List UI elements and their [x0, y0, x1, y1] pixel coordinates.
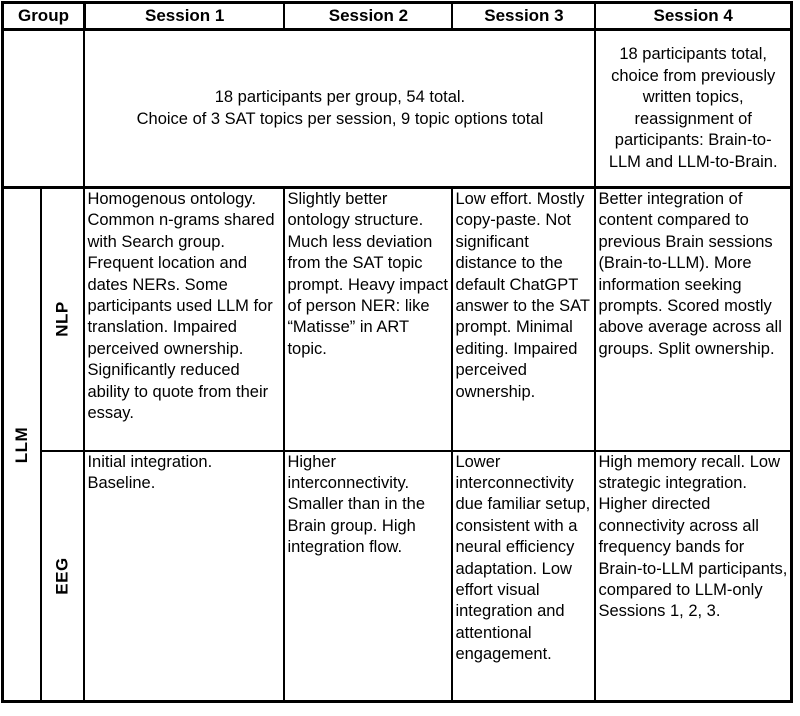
participants-line-2: Choice of 3 SAT topics per session, 9 topic options total [136, 109, 544, 128]
eeg-session-4-cell: High memory recall. Low strategic integration. Higher directed connectivity across all frequency bands for Brain-to-LLM participants, compared to LLM-only Sessions 1, 2, 3. [595, 451, 791, 702]
participants-session-4-cell: 18 participants total, choice from previously written topics, reassignment of participants: Brain-to-LLM and LLM-to-Brain. [595, 30, 791, 188]
group-label-llm-cell [3, 188, 42, 702]
participants-row [3, 30, 792, 188]
nlp-session-3-cell: Low effort. Mostly copy-paste. Not significant distance to the default ChatGPT answer to the SAT prompt. Minimal editing. Impaired perceived ownership. [452, 188, 595, 451]
row-label-eeg-cell [41, 451, 84, 702]
header-session-1: Session 1 [84, 3, 284, 30]
group-label-llm: LLM [12, 426, 32, 463]
eeg-session-3-cell: Lower interconnectivity due familiar setup, consistent with a neural efficiency adaptation. Low effort visual integration and attentional engagement. [452, 451, 595, 702]
row-label-eeg: EEG [52, 557, 72, 595]
header-session-4: Session 4 [595, 3, 791, 30]
header-session-3: Session 3 [452, 3, 595, 30]
eeg-session-2-cell: Higher interconnectivity. Smaller than in the Brain group. High integration flow. [284, 451, 452, 702]
eeg-session-1-cell: Initial integration. Baseline. [84, 451, 284, 702]
row-label-nlp: NLP [52, 301, 72, 337]
header-row [3, 3, 792, 30]
participants-line-1: 18 participants per group, 54 total. [214, 88, 466, 106]
row-label-nlp-cell [41, 188, 84, 451]
header-session-2: Session 2 [284, 3, 452, 30]
header-group: Group [3, 3, 85, 30]
sessions-table [1, 1, 793, 703]
eeg-row [3, 451, 792, 702]
nlp-session-4-cell: Better integration of content compared to previous Brain sessions (Brain-to-LLM). More information seeking prompts. Scored mostly above average across all groups. Split ownership. [595, 188, 791, 451]
group-empty-cell [3, 30, 85, 188]
participants-sessions-1-3-cell [84, 30, 595, 188]
nlp-row [3, 188, 792, 451]
nlp-session-2-cell: Slightly better ontology structure. Much less deviation from the SAT topic prompt. Heavy impact of person NER: like “Matisse” in ART topic. [284, 188, 452, 451]
nlp-session-1-cell: Homogenous ontology. Common n-grams shared with Search group. Frequent location and dates NERs. Some participants used LLM for translation. Impaired perceived ownership. Significantly reduced ability to quote from their essay. [84, 188, 284, 451]
